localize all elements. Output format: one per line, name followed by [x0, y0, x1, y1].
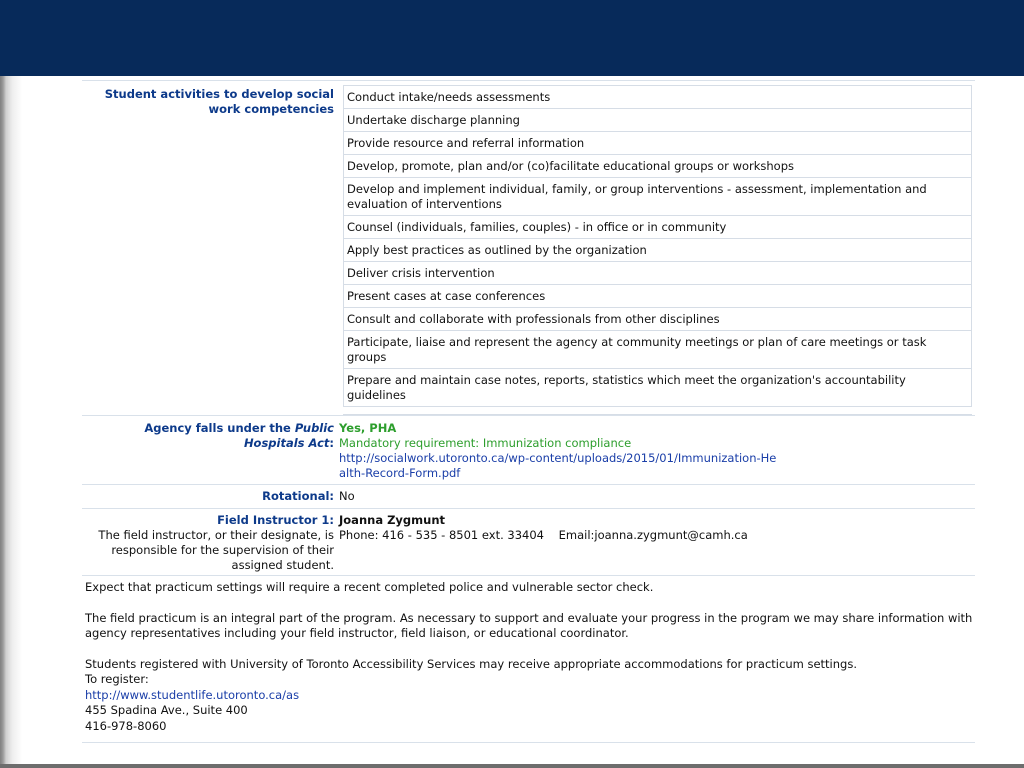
left-frame-edge [0, 76, 22, 768]
placement-details [82, 80, 975, 743]
register-label: To register: [85, 672, 149, 686]
activity-item: Conduct intake/needs assessments [344, 86, 971, 109]
header-bar [0, 0, 1024, 76]
immunization-form-link[interactable]: http://socialwork.utoronto.ca/wp-content/uploads/2015/01/Immunization-Health-Record-Form.pdf [339, 451, 777, 480]
activity-item: Counsel (individuals, families, couples) - in office or in community [344, 216, 971, 239]
field-instructor-note: The field instructor, or their designate, is responsible for the supervision of their assigned student. [98, 528, 334, 572]
activity-item: Deliver crisis intervention [344, 262, 971, 285]
field-instructor-value [339, 513, 975, 573]
activity-item: Provide resource and referral information [344, 132, 971, 155]
activity-item: Apply best practices as outlined by the organization [344, 239, 971, 262]
activity-item: Develop, promote, plan and/or (co)facilitate educational groups or workshops [344, 155, 971, 178]
field-instructor-contact [339, 528, 975, 543]
bottom-frame-edge [0, 764, 1024, 768]
activity-item: Develop and implement individual, family, or group interventions - assessment, implementation and evaluation of interventions [344, 178, 971, 216]
information-sharing-note: The field practicum is an integral part of the program. As necessary to support and evaluate your progress in the program we may share information with agency representatives including your field instructor, field liaison, or educational coordinator. [85, 610, 973, 640]
activity-item: Consult and collaborate with professionals from other disciplines [344, 308, 971, 331]
accessibility-phone: 416-978-8060 [85, 718, 167, 733]
activity-item: Undertake discharge planning [344, 109, 971, 132]
activities-table [343, 85, 972, 407]
accessibility-services-link[interactable]: http://www.studentlife.utoronto.ca/as [85, 687, 300, 702]
field-instructor-phone: Phone: 416 - 535 - 8501 ext. 33404 [339, 528, 544, 542]
field-instructor-title: Field Instructor 1: [217, 513, 334, 527]
rotational-value: No [339, 489, 355, 503]
divider [82, 742, 975, 743]
police-check-note: Expect that practicum settings will require a recent completed police and vulnerable sector check. [85, 580, 654, 594]
field-instructor-row [82, 509, 975, 575]
accessibility-address: 455 Spadina Ave., Suite 400 [85, 703, 248, 717]
activity-item: Present cases at case conferences [344, 285, 971, 308]
rotational-label: Rotational: [262, 489, 334, 503]
activities-label: Student activities to develop social work competencies [104, 87, 334, 116]
pha-label: Agency falls under the Public Hospitals Act: [144, 421, 334, 450]
rotational-row [82, 485, 975, 508]
activities-value [339, 85, 975, 415]
pha-row [82, 416, 975, 484]
activity-item: Participate, liaise and represent the agency at community meetings or plan of care meetings or task groups [344, 331, 971, 369]
activities-row [82, 81, 975, 415]
activity-item: Prepare and maintain case notes, reports, statistics which meet the organization's accountability guidelines [344, 369, 971, 407]
immunization-requirement: Mandatory requirement: Immunization compliance [339, 436, 632, 450]
pha-status: Yes, PHA [339, 421, 397, 435]
field-instructor-email[interactable]: Email:joanna.zygmunt@camh.ca [558, 528, 748, 542]
accessibility-note: Students registered with University of Toronto Accessibility Services may receive appropriate accommodations for practicum settings. [85, 656, 857, 671]
activities-table-end [343, 407, 972, 415]
practicum-notes [82, 576, 975, 742]
pha-value [339, 421, 975, 481]
field-instructor-name: Joanna Zygmunt [339, 513, 445, 527]
field-instructor-label [82, 513, 339, 573]
